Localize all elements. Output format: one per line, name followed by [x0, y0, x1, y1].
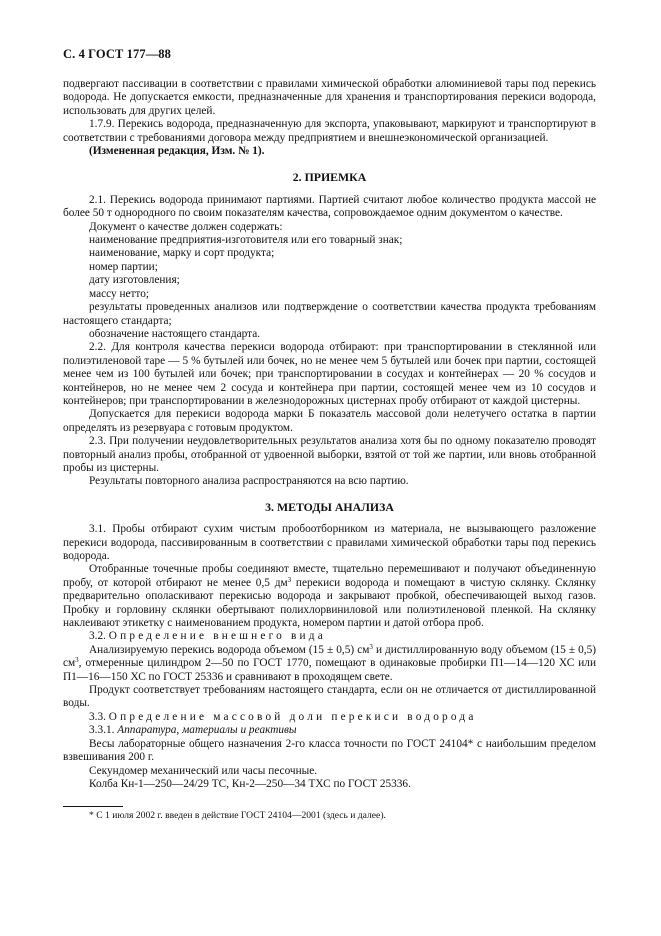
list-item: дату изготовления; — [89, 274, 180, 287]
paragraph-2-3-result: Результаты повторного анализа распространяются на всю партию. — [89, 475, 409, 488]
paragraph-2-3: 2.3. При получении неудовлетворительных результатов анализа хотя бы по одному показателю проводят повторный анализ пробы, отобранной от удвоенной выборки, взятой от той же партии, или вновь отобранной пробы из цистерны. — [63, 435, 596, 474]
amendment-note: (Измененная редакция, Изм. № 1). — [89, 145, 265, 158]
subsection-3-3-1-heading: 3.3.1. Аппаратура, материалы и реактивы — [89, 724, 297, 737]
footnote-divider — [63, 806, 123, 807]
subsection-3-2-heading: 3.2. Определение внешнего вида — [89, 630, 326, 643]
paragraph-1-7-9: 1.7.9. Перекись водорода, предназначенную для экспорта, упаковывают, маркируют и транспортируют в соответствии с требованиями договора между предприятием и внешнеэкономической организацией. — [63, 118, 596, 144]
list-item: массу нетто; — [89, 287, 150, 300]
subsection-3-3-heading: 3.3. Определение массовой доли перекиси водорода — [89, 710, 477, 723]
paragraph-3-2-criterion: Продукт соответствует требованиям настоящего стандарта, если он не отличается от дистиллированной воды. — [63, 684, 596, 710]
document-contents-intro: Документ о качестве должен содержать: — [89, 220, 283, 233]
list-item: номер партии; — [89, 260, 158, 273]
running-header: С. 4 ГОСТ 177—88 — [63, 47, 172, 61]
section-2-heading: 2. ПРИЕМКА — [292, 170, 367, 185]
list-item: обозначение настоящего стандарта. — [89, 327, 261, 340]
paragraph-timer: Секундомер механический или часы песочные. — [89, 764, 318, 777]
paragraph-flask: Колба Кн-1—250—24/29 ТС, Кн-2—250—34 ТХС по ГОСТ 25336. — [89, 777, 411, 790]
paragraph-2-1: 2.1. Перекись водорода принимают партиями. Партией считают любое количество продукта массой не более 50 т однородного по своим показателям качества, сопровождаемое одним документом о качестве. — [63, 193, 596, 220]
paragraph-3-1: 3.1. Пробы отбирают сухим чистым пробоотборником из материала, не вызывающего разложение перекиси водорода, пассивированным в соответствии с правилами химической обработки тары под перекись водорода. — [63, 523, 596, 562]
list-item: наименование предприятия-изготовителя или его товарный знак; — [89, 234, 403, 247]
paragraph-scales: Весы лабораторные общего назначения 2-го класса точности по ГОСТ 24104* с наибольшим пределом взвешивания 200 г. — [63, 737, 596, 764]
paragraph-continuation: подвергают пассивации в соответствии с правилами химической обработки алюминиевой тары под перекись водорода. Не допускается емкости, предназначенные для хранения и транспортирования перекиси водорода, использовать для других целей. — [63, 78, 596, 117]
paragraph-3-1-sampling: Отобранные точечные пробы соединяют вместе, тщательно перемешивают и получают объединенную пробу, от которой отбирают не менее 0,5 $дм^3$ перекиси водорода и помещают в чистую склянку. Склянку предварительно ополаскивают перекисью водорода и закрывают пробкой, обеспечивающей выход газов. Пробку и горловину склянки обертывают полихлорвиниловой или полиэтиленовой пленкой. На склянку наклеивают этикетку с наименованием продукта, номером партии и датой отбора проб. — [63, 563, 596, 630]
section-3-heading: 3. МЕТОДЫ АНАЛИЗА — [265, 499, 394, 514]
list-item: наименование, марку и сорт продукта; — [89, 247, 275, 260]
list-item: результаты проведенных анализов или подтверждение о соответствии качества продукта требованиям настоящего стандарта; — [63, 301, 596, 327]
footnote: * С 1 июля 2002 г. введен в действие ГОСТ 24104—2001 (здесь и далее). — [89, 810, 386, 821]
paragraph-2-2: 2.2. Для контроля качества перекиси водорода отбирают: при транспортировании в стеклянной или полиэтиленовой таре — 5 % бутылей или бочек, но не менее чем 5 бутылей или бочек при партии, состоящей менее чем из 100 бутылей или бочек; при транспортировании в сосудах и контейнерах — 20 % сосудов и контейнеров, но не менее чем 2 сосуда и контейнера при партии, состоящей менее чем из 10 сосудов и контейнеров; при транспортировании в железнодорожных цистернах пробу отбирают от каждой цистерны. — [63, 341, 596, 407]
paragraph-2-2-allowance: Допускается для перекиси водорода марки Б показатель массовой доли нелетучего остатка в партии определять из резервуара с готовым продуктом. — [63, 408, 596, 434]
paragraph-3-2: Анализируемую перекись водорода объемом (15 ± 0,5) $см^3$ и дистиллированную воду объемом (15 ± 0,5) $см^3$, отмеренные цилиндром 2—50 по ГОСТ 1770, помещают в одинаковые пробирки П1—14—120 ХС или П1—16—150 ХС по ГОСТ 25336 и сравнивают в проходящем свете. — [63, 642, 596, 683]
document-body — [63, 78, 596, 791]
